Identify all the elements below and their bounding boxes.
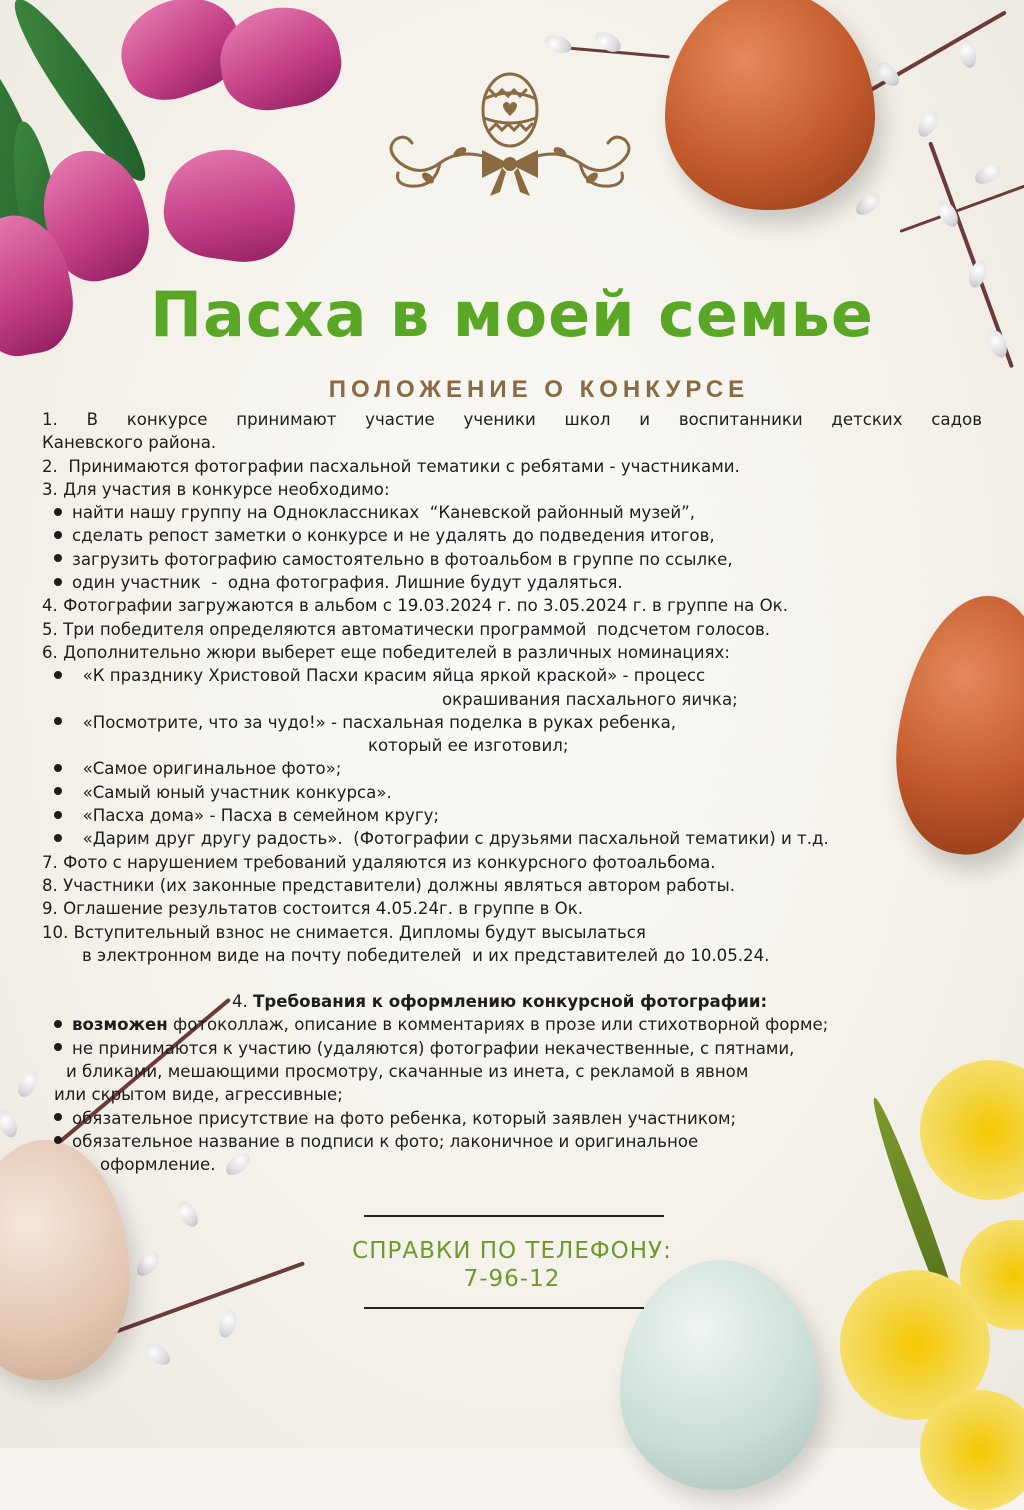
bullet-icon bbox=[54, 1136, 62, 1144]
rule-6: 6. Дополнительно жюри выберет еще победителей в различных номинациях: bbox=[42, 642, 730, 662]
rule-3-item: сделать репост заметки о конкурсе и не удалять до подведения итогов, bbox=[42, 524, 982, 547]
rule-10: 10. Вступительный взнос не снимается. Дипломы будут высылаться bbox=[42, 922, 646, 942]
requirement-item: не принимаются к участию (удаляются) фотографии некачественные, с пятнами, bbox=[42, 1037, 982, 1060]
rule-3: 3. Для участия в конкурсе необходимо: bbox=[42, 479, 390, 499]
nomination-item-cont: окрашивания пасхального яичка; bbox=[442, 689, 738, 709]
brown-egg-top bbox=[665, 0, 875, 210]
nomination-item: «Самый юный участник конкурса». bbox=[42, 781, 982, 804]
requirement-item: возможен фотоколлаж, описание в комментариях в прозе или стихотворной форме; bbox=[42, 1013, 982, 1036]
contact-phone: 7-96-12 bbox=[463, 1266, 561, 1292]
nomination-item: «К празднику Христовой Пасхи красим яйца яркой краской» - процесс bbox=[42, 664, 982, 687]
bullet-icon bbox=[54, 717, 62, 725]
rule-5: 5. Три победителя определяются автоматически программой подсчетом голосов. bbox=[42, 619, 771, 639]
bullet-icon bbox=[54, 531, 62, 539]
rule-2: 2. Принимаются фотографии пасхальной тематики с ребятами - участниками. bbox=[42, 456, 740, 476]
rule-7: 7. Фото с нарушением требований удаляются из конкурсного фотоальбома. bbox=[42, 852, 716, 872]
nomination-item: «Самое оригинальное фото»; bbox=[42, 757, 982, 780]
bullet-icon bbox=[54, 1043, 62, 1051]
requirement-item: обязательное присутствие на фото ребенка, который заявлен участником; bbox=[42, 1107, 982, 1130]
contact-label: СПРАВКИ ПО ТЕЛЕФОНУ: bbox=[352, 1238, 672, 1264]
bullet-icon bbox=[54, 1113, 62, 1121]
bullet-icon bbox=[54, 811, 62, 819]
bullet-icon bbox=[54, 834, 62, 842]
rule-1: 1. В конкурсе принимают участие ученики школ и воспитанники детских садов bbox=[42, 410, 982, 429]
rule-1-cont: Каневского района. bbox=[42, 433, 217, 453]
rule-4: 4. Фотографии загружаются в альбом с 19.03.2024 г. по 3.05.2024 г. в группе на Ок. bbox=[42, 596, 788, 616]
bullet-icon bbox=[54, 787, 62, 795]
nomination-item: «Посмотрите, что за чудо!» - пасхальная поделка в руках ребенка, bbox=[42, 711, 982, 734]
bullet-icon bbox=[54, 1020, 62, 1028]
requirement-item-cont: оформление. bbox=[100, 1155, 216, 1175]
rule-3-item: найти нашу группу на Одноклассниках “Каневской районный музей”, bbox=[42, 501, 982, 524]
page-subtitle: ПОЛОЖЕНИЕ О КОНКУРСЕ bbox=[328, 376, 750, 403]
bullet-icon bbox=[54, 764, 62, 772]
rule-9: 9. Оглашение результатов состоится 4.05.24г. в группе в Ок. bbox=[42, 899, 584, 919]
easter-egg-ornament-icon bbox=[340, 68, 680, 208]
bullet-icon bbox=[54, 671, 62, 679]
nomination-item-cont: который ее изготовил; bbox=[368, 736, 569, 756]
rule-3-item: один участник - одна фотография. Лишние будут удаляться. bbox=[42, 571, 982, 594]
requirements-heading: 4. Требования к оформлению конкурсной фотографии: bbox=[232, 992, 768, 1012]
requirement-item-cont: и бликами, мешающими просмотру, скачанные из инета, с рекламой в явном bbox=[66, 1062, 749, 1082]
rule-8: 8. Участники (их законные представители) должны являться автором работы. bbox=[42, 875, 736, 895]
rules-section bbox=[42, 408, 982, 1177]
bullet-icon bbox=[54, 554, 62, 562]
bullet-icon bbox=[54, 578, 62, 586]
nomination-item: «Дарим друг другу радость». (Фотографии с друзьями пасхальной тематики) и т.д. bbox=[42, 827, 982, 850]
divider-bottom bbox=[364, 1307, 644, 1309]
bullet-icon bbox=[54, 508, 62, 516]
requirement-item: обязательное название в подписи к фото; лаконичное и оригинальное bbox=[42, 1130, 982, 1153]
requirement-item-cont: или скрытом виде, агрессивные; bbox=[54, 1085, 343, 1105]
page-title: Пасха в моей семье bbox=[150, 278, 874, 351]
rule-10-cont: в электронном виде на почту победителей и их представителей до 10.05.24. bbox=[82, 945, 770, 965]
nomination-item: «Пасха дома» - Пасха в семейном кругу; bbox=[42, 804, 982, 827]
divider-top bbox=[364, 1215, 664, 1217]
rule-3-item: загрузить фотографию самостоятельно в фотоальбом в группе по ссылке, bbox=[42, 548, 982, 571]
